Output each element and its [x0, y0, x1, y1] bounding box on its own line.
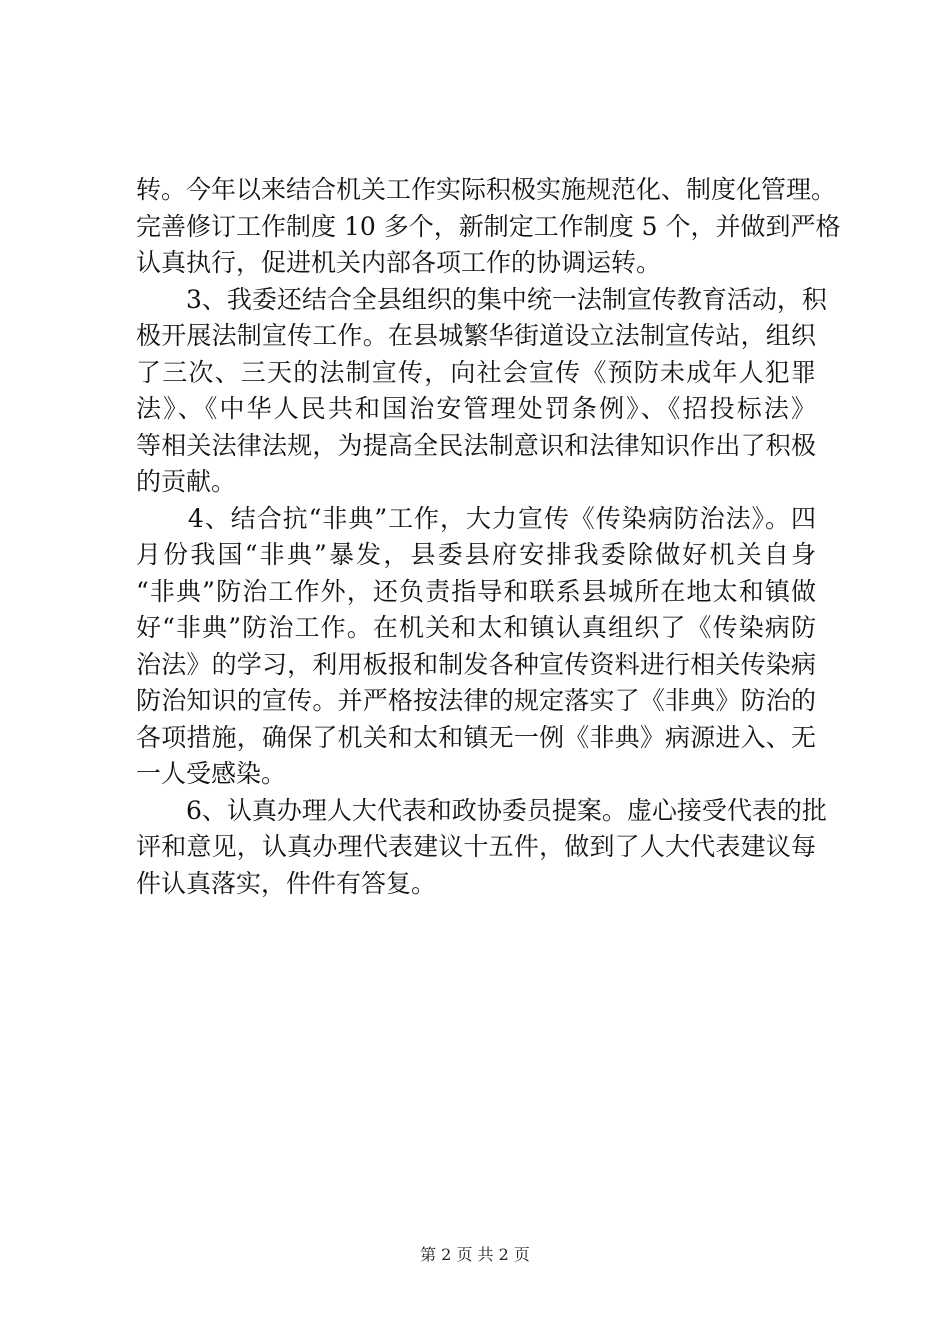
text-line: 评和意见，认真办理代表建议十五件，做到了人大代表建议每 [136, 832, 816, 861]
text-line: 6、认真办理人大代表和政协委员提案。虚心接受代表的批 [136, 795, 827, 825]
text-line: 的贡献。 [136, 467, 237, 496]
text-line: 好“非典”防治工作。在机关和太和镇认真组织了《传染病防 [136, 613, 816, 642]
document-body [136, 172, 841, 902]
page-footer [0, 1242, 950, 1265]
text-line: 转。今年以来结合机关工作实际积极实施规范化、制度化管理。 [136, 175, 837, 204]
text-line: 等相关法律法规，为提高全民法制意识和法律知识作出了积极 [136, 430, 816, 460]
text-line: 防治知识的宣传。并严格按法律的规定落实了《非典》防治的 [136, 686, 816, 715]
text-line: 4、结合抗“非典”工作，大力宣传《传染病防治法》。四 [136, 503, 816, 533]
page-number-label: 第 2 页 共 2 页 [420, 1245, 530, 1264]
text-line: 了三次、三天的法制宣传，向社会宣传《预防未成年人犯罪 [136, 357, 816, 387]
text-line: 完善修订工作制度 10 多个，新制定工作制度 5 个，并做到严格 [136, 211, 841, 241]
text-line: 认真执行，促进机关内部各项工作的协调运转。 [136, 248, 662, 277]
text-line: 件认真落实，件件有答复。 [136, 868, 437, 898]
text-line: 一人受感染。 [136, 759, 287, 788]
text-line: 治法》的学习，利用板报和制发各种宣传资料进行相关传染病 [136, 649, 816, 679]
text-line: “非典”防治工作外，还负责指导和联系县城所在地太和镇做 [136, 576, 816, 606]
text-line: 3、我委还结合全县组织的集中统一法制宣传教育活动，积 [136, 284, 827, 314]
text-line: 各项措施，确保了机关和太和镇无一例《非典》病源进入、无 [136, 722, 816, 752]
text-line: 法》、《中华人民共和国治安管理处罚条例》、《招投标法》 [136, 394, 816, 423]
text-line: 极开展法制宣传工作。在县城繁华街道设立法制宣传站，组织 [136, 321, 816, 350]
text-line: 月份我国“非典”暴发，县委县府安排我委除做好机关自身 [136, 540, 816, 569]
